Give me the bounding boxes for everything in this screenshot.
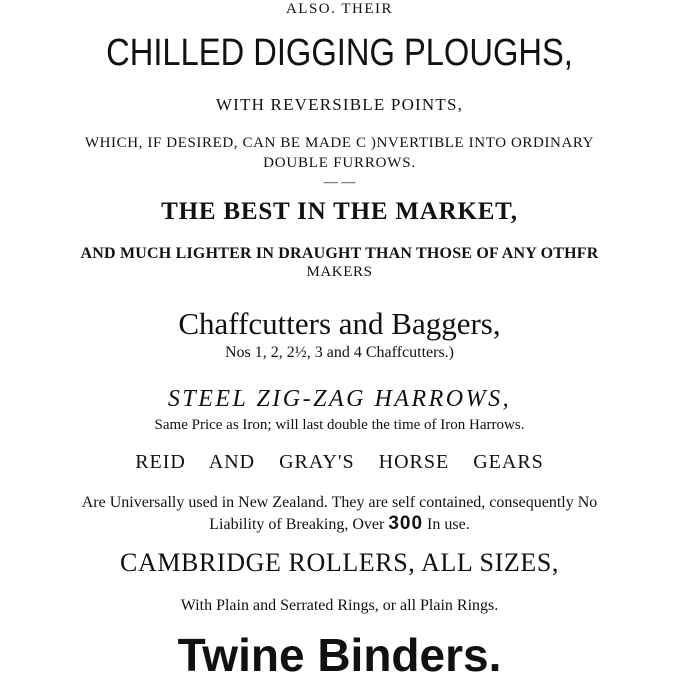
horse-gears-heading: REID AND GRAY'S HORSE GEARS [135,451,544,473]
convertible-text-line1: WHICH, IF DESIRED, CAN BE MADE C )NVERTIBLE INTO ORDINARY [84,135,595,151]
harrows-note: Same Price as Iron; will last double the time of Iron Harrows. [154,417,525,433]
universal-use-line2 [0,514,679,533]
twine-binders-heading: Twine Binders. [177,629,502,681]
universal-use-line1: Are Universally used in New Zealand. They are self contained, consequently No [81,494,598,511]
chaffcutters-heading: Chaffcutters and Baggers, [178,306,501,341]
convertible-text-line2: DOUBLE FURROWS. [263,155,416,171]
intro-text: ALSO. THEIR [285,1,394,17]
universal-line2-end: In use. [423,516,470,533]
chaffcutters-numbers: Nos 1, 2, 2½, 3 and 4 Chaffcutters.) [225,344,454,361]
universal-line2-start: Liability of Breaking, Over [209,516,389,533]
section-divider: — — [323,175,356,190]
units-in-use-count: 300 [388,513,424,534]
cambridge-rollers-heading: CAMBRIDGE ROLLERS, ALL SIZES, [120,548,559,577]
lighter-draught-line1: AND MUCH LIGHTER IN DRAUGHT THAN THOSE OF ANY OTHFR [80,245,599,262]
best-in-market-heading: THE BEST IN THE MARKET, [161,198,518,225]
harrows-heading: STEEL ZIG-ZAG HARROWS, [167,386,512,412]
subheadline-reversible-points: WITH REVERSIBLE POINTS, [215,95,464,114]
rings-text: With Plain and Serrated Rings, or all Plain Rings. [180,597,499,614]
headline-chilled-ploughs: CHILLED DIGGING PLOUGHS, [106,32,573,74]
lighter-draught-line2: MAKERS [306,264,373,280]
